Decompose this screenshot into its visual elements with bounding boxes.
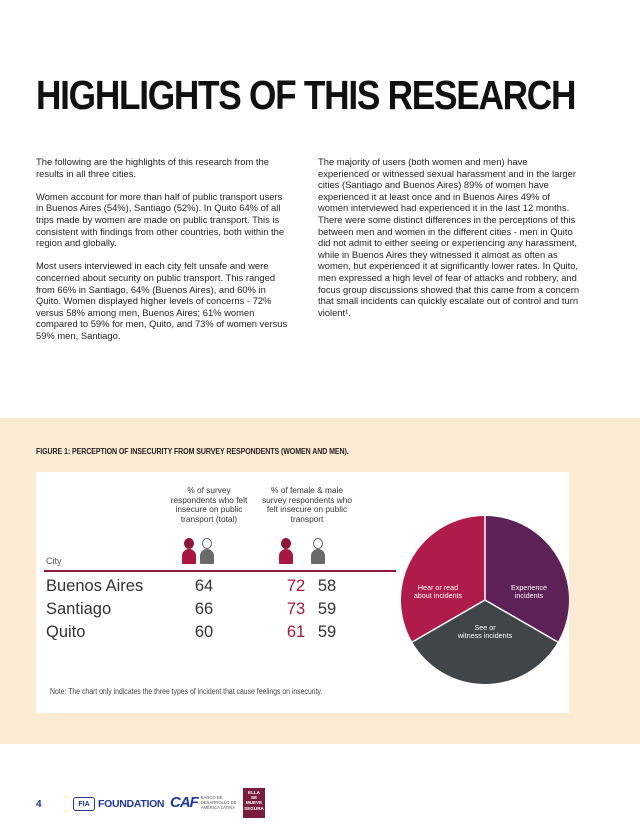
ella-se-mueve-segura-logo: ELLA SE MUEVE SEGURA bbox=[243, 788, 265, 818]
male-value: 59 bbox=[317, 600, 337, 618]
page-number: 4 bbox=[36, 799, 42, 810]
figure-note: Note: The chart only indicates the three types of incident that cause feelings on insecurity. bbox=[50, 686, 323, 696]
male-value: 59 bbox=[317, 623, 337, 641]
caf-logo bbox=[170, 794, 247, 811]
paragraph: Women account for more than half of public transport users in Buenos Aires (54%), Santiago (52%). In Quito 64% of all trips made by women are made on public transport. This is consistent with findings from other countries, both within the region and globally. bbox=[36, 190, 285, 249]
pie-label: witness incidents bbox=[457, 631, 513, 640]
paragraph: The majority of users (both women and men) have experienced or witnessed sexual harassment and in the larger cities (Santiago and Buenos Aires) 89% of women have experienced it at least once and in Buenos Aires 49% of women interviewed had experienced it in the last 12 months. There were some distinct differences in the perceptions of this between men and women in the different cities - men in Quito did not admit to either seeing or experiencing any harassment, while in Buenos Aires they witnessed it almost as often as women, but experienced it at significantly lower rates. In Quito, men expressed a high level of fear of attacks and robbery, and focus group discussions showed that this came from a concern that small incidents can quickly escalate out of control and turn violent¹. bbox=[318, 156, 580, 318]
total-value: 66 bbox=[194, 600, 214, 618]
fia-badge: FIA bbox=[73, 797, 95, 811]
city-name: Quito bbox=[46, 623, 86, 641]
city-name: Santiago bbox=[46, 600, 112, 618]
paragraph: Most users interviewed in each city felt unsafe and were concerned about security on public transport. This ranged from 66% in Santiago, 64% (Buenos Aires), and 60% in Quito. Women displayed higher levels of concerns - 72% versus 58% among men, Buenos Aires; 61% women compared to 59% for men, Quito, and 73% of women versus 59% men, Santiago. bbox=[36, 260, 288, 341]
city-name: Buenos Aires bbox=[46, 577, 144, 595]
pie-label: about incidents bbox=[413, 591, 463, 600]
female-value: 61 bbox=[286, 623, 306, 641]
female-value: 72 bbox=[286, 577, 306, 595]
caf-subtitle: BANCO DE DESARROLLO DE AMÉRICA LATINA bbox=[200, 795, 237, 810]
incident-types-pie bbox=[401, 516, 569, 684]
page-title: HIGHLIGHTS OF THIS RESEARCH bbox=[36, 72, 576, 118]
figure-title: FIGURE 1: PERCEPTION OF INSECURITY FROM SURVEY RESPONDENTS (WOMEN AND MEN). bbox=[36, 446, 349, 456]
male-person-icon bbox=[200, 538, 214, 564]
left-text-column bbox=[36, 156, 292, 353]
pie-label: incidents bbox=[514, 591, 544, 600]
male-person-icon bbox=[311, 538, 325, 564]
pie-label: Hear or read bbox=[417, 583, 459, 592]
total-value: 60 bbox=[194, 623, 214, 641]
female-person-icon bbox=[279, 538, 293, 564]
total-value: 64 bbox=[194, 577, 214, 595]
fia-wordmark: FOUNDATION bbox=[98, 798, 165, 810]
female-value: 73 bbox=[286, 600, 306, 618]
table-divider bbox=[44, 570, 396, 572]
figure-card bbox=[36, 472, 569, 713]
fia-foundation-logo bbox=[73, 795, 164, 813]
male-value: 58 bbox=[317, 577, 337, 595]
column-header-total: % of survey respondents who felt insecure on public transport (total) bbox=[170, 485, 248, 524]
page-footer bbox=[0, 780, 640, 828]
column-header-female-male: % of female & male survey respondents who felt insecure on public transport bbox=[262, 485, 352, 524]
caf-mark: CAF bbox=[170, 794, 198, 811]
pie-label: See or bbox=[474, 623, 496, 632]
pie-label: Experience bbox=[511, 583, 547, 592]
right-text-column bbox=[318, 156, 580, 330]
female-person-icon bbox=[182, 538, 196, 564]
city-column-label: City bbox=[46, 556, 62, 566]
paragraph: The following are the highlights of this research from the results in all three cities. bbox=[36, 156, 269, 179]
